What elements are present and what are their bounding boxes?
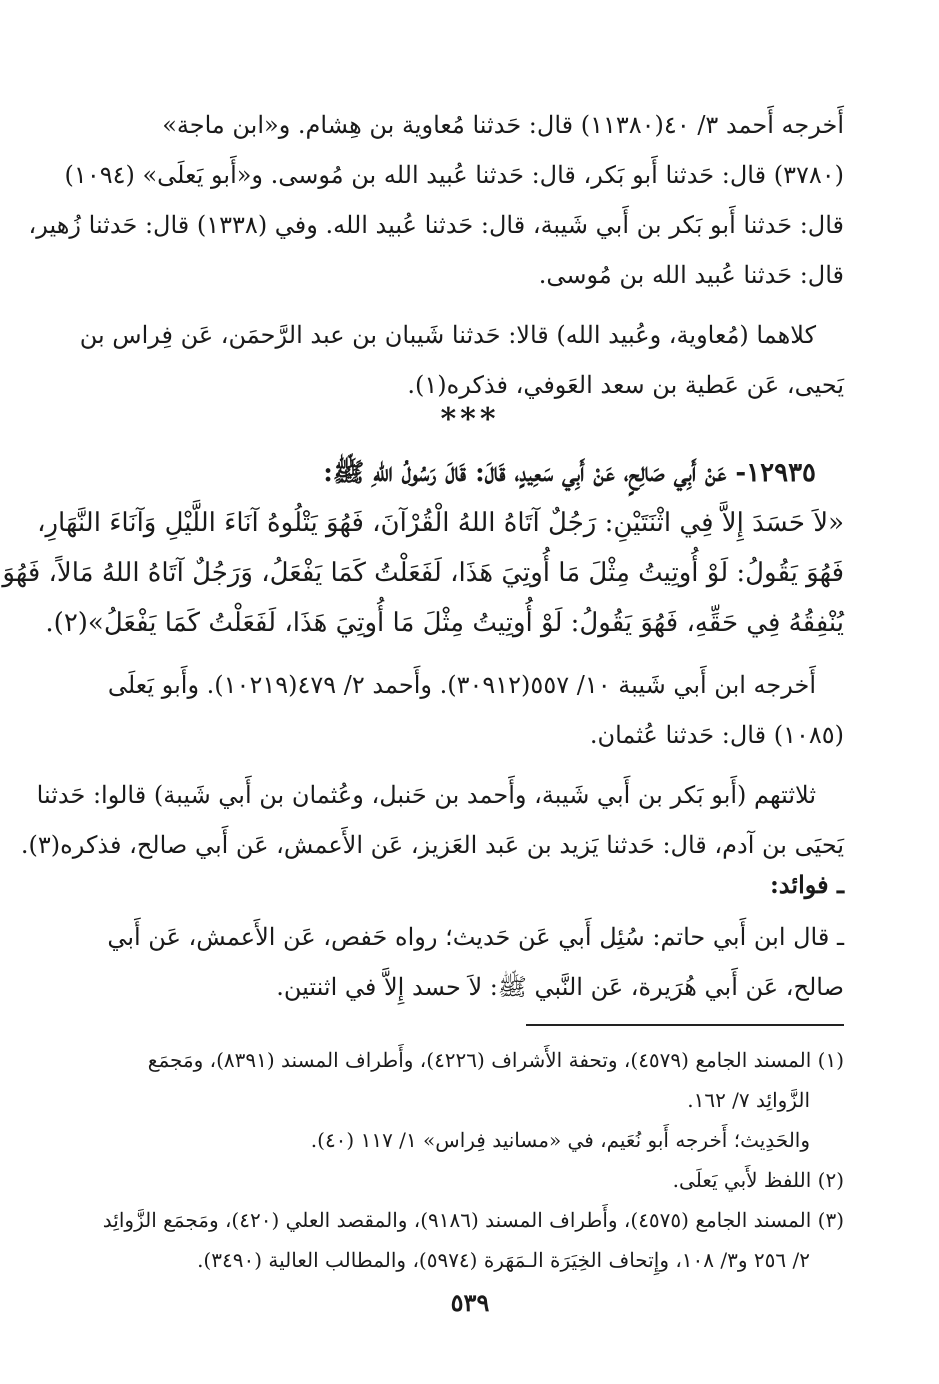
- text-line: كلاهما (مُعاوية، وعُبيد الله) قالا: حَدثنا شَيبان بن عبد الرَّحمَن، عَن فِراس بن: [79, 321, 816, 349]
- hadith-text-line: فَهُوَ يَقُولُ: لَوْ أُوتِيتُ مِثْلَ مَا أُوتِيَ هَذَا، لَفَعَلْتُ كَمَا يَفْعَلُ، وَرَجُلٌ آتَاهُ اللهُ مَالاً، فَهُوَ: [2, 558, 844, 588]
- text-line: أَخرجه ابن أَبي شَيبة ١٠/ ٥٥٧(٣٠٩١٢). وأَحمد ٢/ ٤٧٩(١٠٢١٩). وأَبو يَعلَى: [107, 671, 816, 699]
- page-footer: [96, 1288, 844, 1317]
- text-line: (٣٧٨٠) قال: حَدثنا أَبو بَكر، قال: حَدثنا عُبيد الله بن مُوسى. و«أَبو يَعلَى» (١٠٩٤): [64, 161, 844, 189]
- takhrij-paragraph-1: [28, 100, 844, 300]
- footnote-divider: [526, 1024, 844, 1026]
- fawaid-heading: ـ فوائد:: [769, 870, 844, 899]
- text-line: أَخرجه أَحمد ٣/ ٤٠(١١٣٨٠) قال: حَدثنا مُعاوية بن هِشام. و«ابن ماجة»: [162, 111, 844, 139]
- hadith-text-line: يُنْفِقُهُ فِي حَقِّهِ، فَهُوَ يَقُولُ: لَوْ أُوتِيتُ مِثْلَ مَا أُوتِيَ هَذَا، لَفَعَلْتُ كَمَا يَفْعَلُ»(٢).: [45, 608, 844, 638]
- text-line: ـ قال ابن أَبي حاتم: سُئِل أَبي عَن حَديث؛ رواه حَفص، عَن الأَعمش، عَن أَبي: [107, 923, 844, 951]
- text-line: ثلاثتهم (أَبو بَكر بن أَبي شَيبة، وأَحمد بن حَنبل، وعُثمان بن أَبي شَيبة) قالوا: حَدثنا: [36, 781, 816, 809]
- text-line: يَحيَى بن آدم، قال: حَدثنا يَزيد بن عَبد العَزيز، عَن الأَعمش، عَن أَبي صالح، فذكره(٣).: [20, 831, 844, 859]
- hadith-heading: ١٢٩٣٥- عَنْ أَبِي صَالِحٍ، عَنْ أَبِي سَعِيدٍ، قَالَ: قَالَ رَسُولُ اللهِ ﷺ:: [323, 458, 816, 488]
- footnotes: [96, 1040, 844, 1280]
- fawaid-paragraph: [96, 912, 844, 1012]
- text-line: يَحيى، عَن عَطية بن سعد العَوفي، فذكره(١).: [407, 371, 844, 399]
- text-line: قال: حَدثنا عُبيد الله بن مُوسى.: [538, 261, 844, 289]
- takhrij-paragraph-4: [20, 770, 844, 870]
- section-separator: [96, 402, 844, 437]
- takhrij-paragraph-3: [96, 660, 844, 760]
- footnote-1-line: (١) المسند الجامع (٤٥٧٩)، وتحفة الأَشراف (٤٢٢٦)، وأَطراف المسند (٨٣٩١)، ومَجمَع: [147, 1048, 844, 1072]
- footnote-3-line: (٣) المسند الجامع (٤٥٧٥)، وأَطراف المسند (٩١٨٦)، والمقصد العلي (٤٢٠)، ومَجمَع الزَّوائِد: [102, 1208, 844, 1232]
- takhrij-paragraph-2: [79, 310, 844, 410]
- text-line: قال: حَدثنا أَبو بَكر بن أَبي شَيبة، قال: حَدثنا عُبيد الله. وفي (١٣٣٨) قال: حَدثنا زُهير،: [28, 211, 844, 239]
- hadith-text-line: «لاَ حَسَدَ إِلاَّ فِي اثْنَتَيْنِ: رَجُلٌ آتَاهُ اللهُ الْقُرْآنَ، فَهُوَ يَتْلُوهُ آنَاءَ اللَّيْلِ وَآنَاءَ النَّهَارِ،: [37, 508, 844, 538]
- footnote-2: (٢) اللفظ لأَبي يَعلَى.: [672, 1168, 844, 1192]
- page-number: ٥٣٩: [450, 1288, 490, 1317]
- text-line: (١٠٨٥) قال: حَدثنا عُثمان.: [589, 721, 844, 749]
- footnote-1-extra: والحَدِيث؛ أَخرجه أَبو نُعَيم، في «مسانيد فِراس» ١/ ١١٧ (٤٠).: [310, 1128, 810, 1152]
- separator-stars: ***: [440, 402, 500, 437]
- footnote-3-line: ٢/ ٢٥٦ و٣/ ١٠٨، وإِتحاف الخِيَرَة الـمَهَرة (٥٩٧٤)، والمطالب العالية (٣٤٩٠).: [197, 1248, 810, 1272]
- hadith-block: [2, 448, 844, 648]
- footnote-1-line: الزَّوائِد ٧/ ١٦٢.: [687, 1088, 810, 1112]
- fawaid-section: [96, 860, 844, 910]
- text-line: صالح، عَن أَبي هُرَيرة، عَن النَّبي ﷺ: لاَ حسد إِلاَّ في اثنتين.: [276, 973, 844, 1001]
